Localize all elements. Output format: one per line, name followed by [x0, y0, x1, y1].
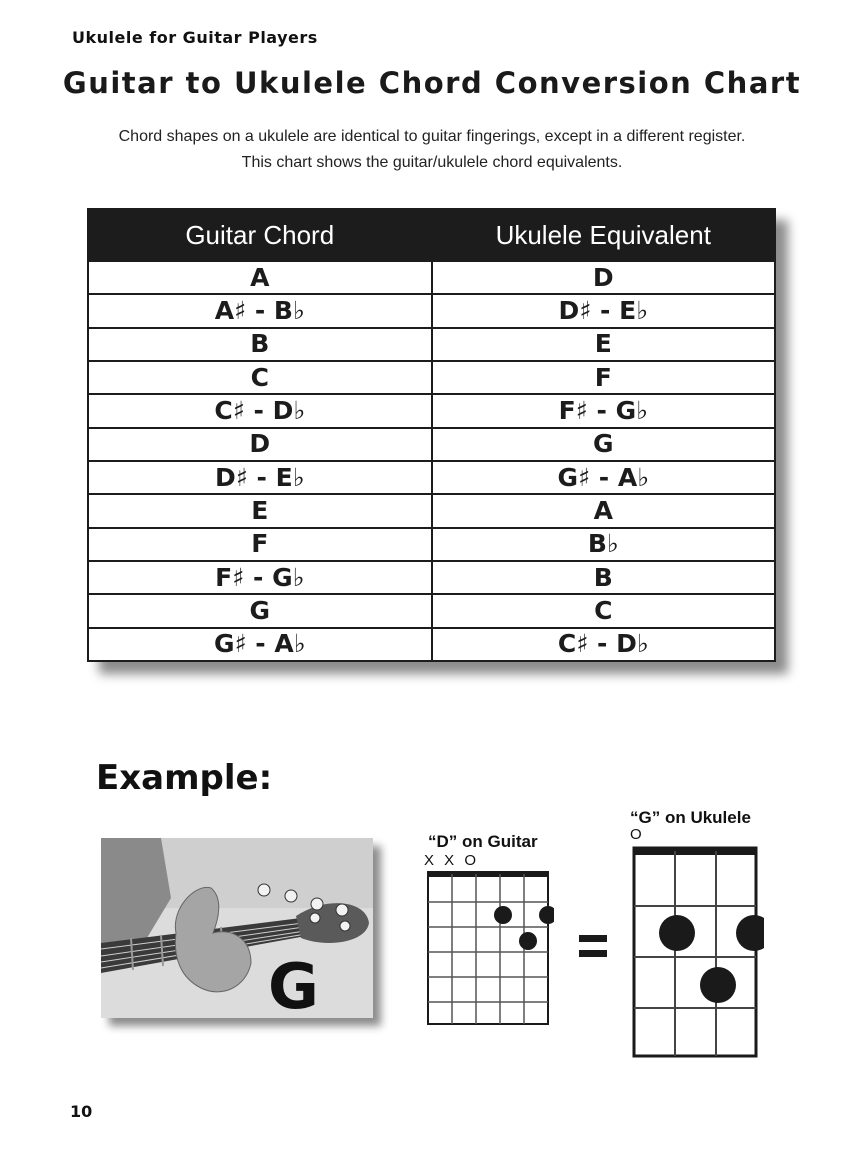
header-ukulele-equivalent: Ukulele Equivalent	[432, 209, 776, 261]
photo-chord-label: G	[268, 950, 319, 1023]
guitar-chord-cell: A	[88, 261, 432, 294]
intro-text	[0, 124, 864, 176]
guitar-hand-photo	[101, 838, 373, 1018]
table-row	[88, 361, 775, 394]
guitar-string-marks: X X O	[424, 852, 480, 869]
ukulele-chord-diagram	[630, 845, 764, 1061]
guitar-chord-cell: G♯ - A♭	[88, 628, 432, 661]
guitar-chord-cell: G	[88, 594, 432, 627]
finger-dot	[539, 906, 554, 924]
table-row	[88, 294, 775, 327]
ukulele-chord-cell: C♯ - D♭	[432, 628, 776, 661]
ukulele-chord-cell: D♯ - E♭	[432, 294, 776, 327]
guitar-chord-cell: C♯ - D♭	[88, 394, 432, 427]
example-heading: Example:	[96, 758, 273, 798]
finger-dot	[659, 915, 695, 951]
table-row	[88, 261, 775, 294]
guitar-chord-cell: B	[88, 328, 432, 361]
ukulele-chord-cell: F	[432, 361, 776, 394]
ukulele-string-marks: O	[630, 826, 645, 843]
conversion-table	[87, 208, 776, 662]
table-body	[88, 261, 775, 661]
intro-line-1: Chord shapes on a ukulele are identical to guitar fingerings, except in a different register.	[118, 128, 746, 145]
ukulele-chord-cell: D	[432, 261, 776, 294]
guitar-chord-cell: D♯ - E♭	[88, 461, 432, 494]
conversion-chart	[87, 208, 776, 662]
table-header-row	[88, 209, 775, 261]
ukulele-chord-cell: F♯ - G♭	[432, 394, 776, 427]
table-row	[88, 494, 775, 527]
ukulele-chord-cell: E	[432, 328, 776, 361]
guitar-chord-cell: D	[88, 428, 432, 461]
ukulele-chord-cell: G♯ - A♭	[432, 461, 776, 494]
ukulele-chord-cell: B♭	[432, 528, 776, 561]
guitar-chord-cell: F♯ - G♭	[88, 561, 432, 594]
guitar-chord-diagram	[426, 870, 554, 1028]
header-guitar-chord: Guitar Chord	[88, 209, 432, 261]
table-row	[88, 561, 775, 594]
table-row	[88, 394, 775, 427]
guitar-diagram-label: “D” on Guitar	[428, 832, 538, 851]
running-head: Ukulele for Guitar Players	[72, 28, 318, 47]
page-number: 10	[70, 1102, 93, 1121]
guitar-hand-illustration	[101, 838, 373, 1018]
guitar-chord-cell: F	[88, 528, 432, 561]
table-row	[88, 628, 775, 661]
ukulele-diagram-label: “G” on Ukulele	[630, 808, 751, 827]
table-row	[88, 461, 775, 494]
finger-dot	[700, 967, 736, 1003]
finger-dot	[736, 915, 764, 951]
guitar-chord-cell: A♯ - B♭	[88, 294, 432, 327]
ukulele-chord-cell: B	[432, 561, 776, 594]
page-title: Guitar to Ukulele Chord Conversion Chart	[62, 66, 802, 100]
table-row	[88, 594, 775, 627]
finger-dot	[519, 932, 537, 950]
table-row	[88, 528, 775, 561]
guitar-chord-cell: C	[88, 361, 432, 394]
table-row	[88, 328, 775, 361]
equals-sign	[579, 935, 607, 957]
ukulele-chord-cell: C	[432, 594, 776, 627]
finger-dot	[494, 906, 512, 924]
table-row	[88, 428, 775, 461]
ukulele-chord-cell: G	[432, 428, 776, 461]
ukulele-chord-cell: A	[432, 494, 776, 527]
guitar-chord-cell: E	[88, 494, 432, 527]
intro-line-2: This chart shows the guitar/ukulele chord equivalents.	[241, 154, 623, 171]
